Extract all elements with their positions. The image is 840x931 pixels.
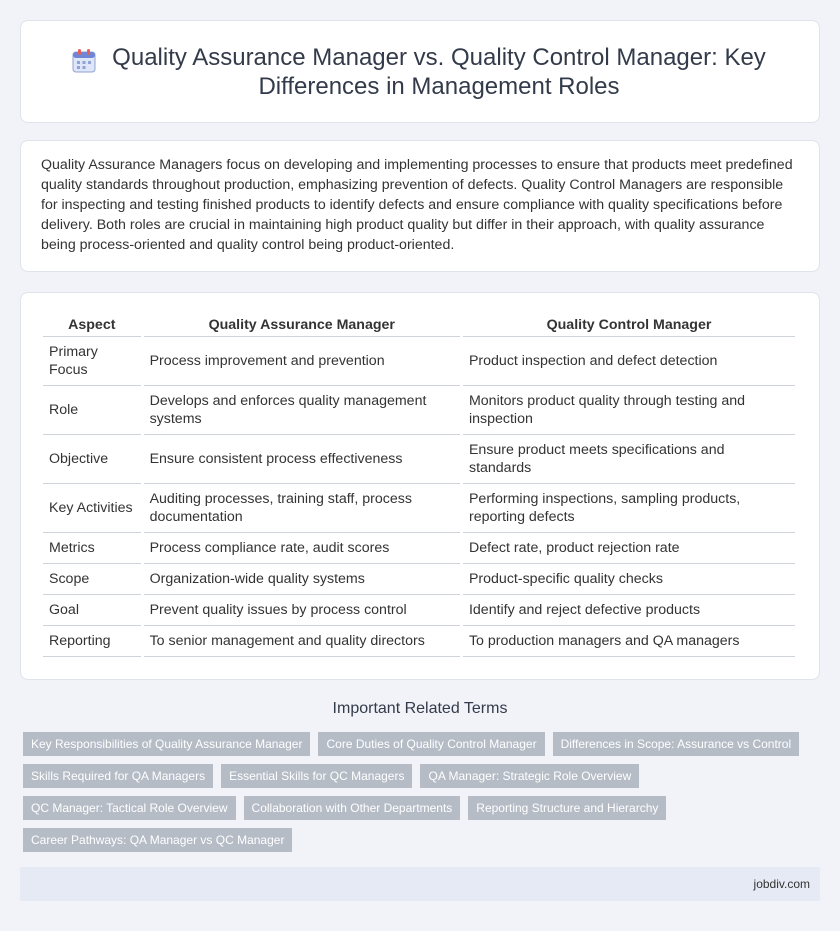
related-terms-title: Important Related Terms (332, 700, 508, 717)
footer (20, 867, 820, 901)
related-tag[interactable]: Differences in Scope: Assurance vs Control (553, 732, 800, 756)
table-row (43, 386, 795, 435)
calendar-icon (70, 47, 98, 75)
aspect-cell: Role (43, 386, 141, 435)
aspect-cell: Metrics (43, 533, 141, 564)
header-qa-manager: Quality Assurance Manager (144, 313, 460, 337)
related-tag[interactable]: Essential Skills for QC Managers (221, 764, 412, 788)
header-aspect: Aspect (43, 313, 141, 337)
related-tag[interactable]: Reporting Structure and Hierarchy (468, 796, 666, 820)
comparison-card (20, 292, 820, 680)
table-row (43, 337, 795, 386)
aspect-cell: Key Activities (43, 484, 141, 533)
comparison-table (40, 313, 798, 657)
related-tag[interactable]: QA Manager: Strategic Role Overview (420, 764, 639, 788)
qc-cell: Defect rate, product rejection rate (463, 533, 795, 564)
qa-cell: Auditing processes, training staff, process documentation (144, 484, 460, 533)
aspect-cell: Scope (43, 564, 141, 595)
qc-cell: To production managers and QA managers (463, 626, 795, 657)
qa-cell: Organization-wide quality systems (144, 564, 460, 595)
intro-card (20, 140, 820, 272)
page-title: Quality Assurance Manager vs. Quality Control Manager: Key Differences in Management Roles (112, 43, 766, 100)
footer-site-link[interactable]: jobdiv.com (753, 877, 810, 891)
qc-cell: Monitors product quality through testing and inspection (463, 386, 795, 435)
header-qc-manager: Quality Control Manager (463, 313, 795, 337)
related-tag[interactable]: Key Responsibilities of Quality Assurance Manager (23, 732, 310, 756)
intro-paragraph: Quality Assurance Managers focus on developing and implementing processes to ensure that products meet predefined quality standards throughout production, emphasizing prevention of defects. Quality Control Managers are responsible for inspecting and testing finished products to identify defects and ensure compliance with quality specifications before delivery. Both roles are crucial in maintaining high product quality but differ in their approach, with quality assurance being process-oriented and quality control being product-oriented. (41, 157, 793, 253)
table-row (43, 626, 795, 657)
related-tag[interactable]: Collaboration with Other Departments (244, 796, 461, 820)
table-header-row (43, 313, 795, 337)
qa-cell: Prevent quality issues by process control (144, 595, 460, 626)
table-row (43, 435, 795, 484)
aspect-cell: Reporting (43, 626, 141, 657)
qc-cell: Identify and reject defective products (463, 595, 795, 626)
table-row (43, 595, 795, 626)
related-tag[interactable]: Career Pathways: QA Manager vs QC Manager (23, 828, 292, 852)
aspect-cell: Goal (43, 595, 141, 626)
qa-cell: Process improvement and prevention (144, 337, 460, 386)
qa-cell: Process compliance rate, audit scores (144, 533, 460, 564)
related-tag[interactable]: Core Duties of Quality Control Manager (318, 732, 544, 756)
related-tag[interactable]: QC Manager: Tactical Role Overview (23, 796, 236, 820)
related-terms-tags (23, 732, 820, 852)
qc-cell: Performing inspections, sampling products, reporting defects (463, 484, 795, 533)
table-row (43, 564, 795, 595)
qc-cell: Product-specific quality checks (463, 564, 795, 595)
qc-cell: Ensure product meets specifications and standards (463, 435, 795, 484)
table-row (43, 533, 795, 564)
aspect-cell: Primary Focus (43, 337, 141, 386)
aspect-cell: Objective (43, 435, 141, 484)
qa-cell: Develops and enforces quality management systems (144, 386, 460, 435)
related-tag[interactable]: Skills Required for QA Managers (23, 764, 213, 788)
qc-cell: Product inspection and defect detection (463, 337, 795, 386)
header-card (20, 20, 820, 123)
qa-cell: To senior management and quality directors (144, 626, 460, 657)
qa-cell: Ensure consistent process effectiveness (144, 435, 460, 484)
table-row (43, 484, 795, 533)
